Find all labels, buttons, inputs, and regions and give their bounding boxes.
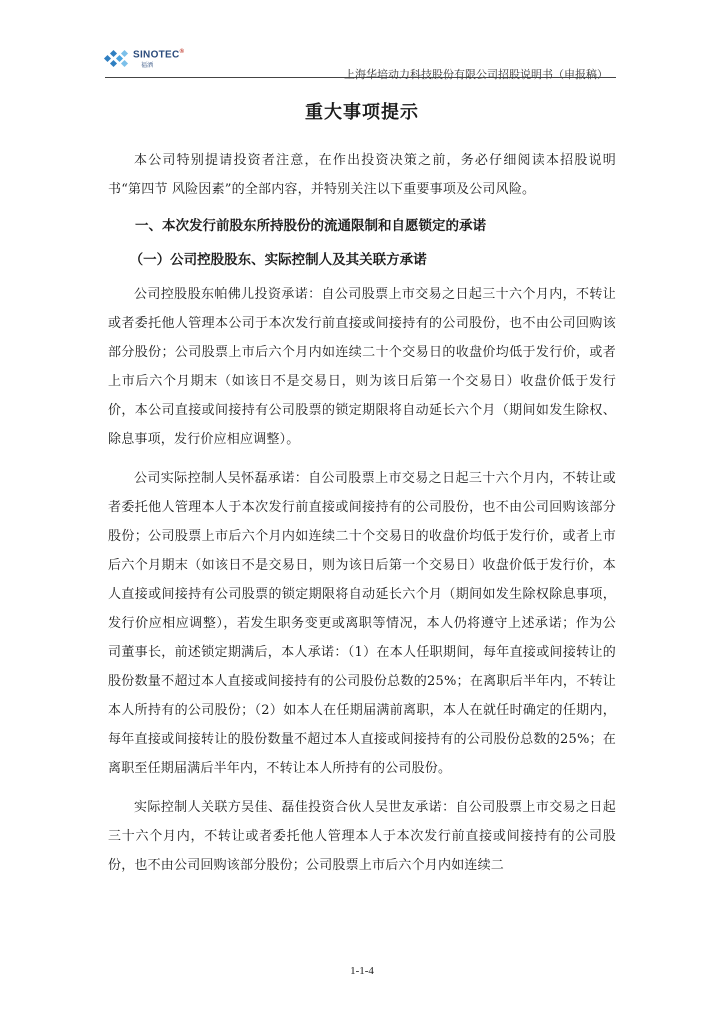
paragraph-actual-controller: 公司实际控制人吴怀磊承诺：自公司股票上市交易之日起三十六个月内，不转让或者委托他人管理本人于本次发行前直接或间接持有的公司股份，也不由公司回购该部分股份；公司股票上市后六个月内如连续二十个交易日的收盘价均低于发行价，或者上市后六个月期末（如该日不是交易日，则为该日后第一个交易日）收盘价低于发行价，本人直接或间接持有公司股票的锁定期限将自动延长六个月（期间如发生除权除息事项，发行价应相应调整），若发生职务变更或离职等情况，本人仍将遵守上述承诺；作为公司董事长，前述锁定期满后，本人承诺：（1）在本人任职期间，每年直接或间接转让的股份数量不超过本人直接或间接持有的公司股份总数的25%；在离职后半年内，不转让本人所持有的公司股份；（2）如本人在任期届满前离职，本人在就任时确定的任期内，每年直接或间接转让的股份数量不超过本人直接或间接持有的公司股份总数的25%；在离职至任期届满后半年内，不转让本人所持有的公司股份。 <box>108 471 616 776</box>
intro-paragraph: 本公司特别提请投资者注意，在作出投资决策之前，务必仔细阅读本招股说明书“第四节 风险因素”的全部内容，并特别关注以下重要事项及公司风险。 <box>108 153 616 197</box>
subsection-heading: （一）公司控股股东、实际控制人及其关联方承诺 <box>129 252 427 268</box>
paragraph-controlling-shareholder: 公司控股股东帕佛儿投资承诺：自公司股票上市交易之日起三十六个月内，不转让或者委托他人管理本公司于本次发行前直接或间接持有的公司股份，也不由公司回购该部分股份；公司股票上市后六个月内如连续二十个交易日的收盘价均低于发行价，或者上市后六个月期末（如该日不是交易日，则为该日后第一个交易日）收盘价低于发行价，本公司直接或间接持有公司股票的锁定期限将自动延长六个月（期间如发生除权、除息事项，发行价应相应调整）。 <box>108 287 616 447</box>
document-title: 上海华培动力科技股份有限公司招股说明书（申报稿） <box>344 68 608 81</box>
paragraph-related-parties: 实际控制人关联方吴佳、磊佳投资合伙人吴世友承诺：自公司股票上市交易之日起三十六个月内，不转让或者委托他人管理本人于本次发行前直接或间接持有的公司股份，也不由公司回购该部分股份；公司股票上市后六个月内如连续二 <box>108 800 616 873</box>
page-title: 重大事项提示 <box>305 102 419 123</box>
header-divider <box>105 77 616 78</box>
logo-mark-icon <box>105 48 127 70</box>
page-body <box>108 98 616 880</box>
page-header <box>105 44 616 81</box>
page-number: 1-1-4 <box>350 965 374 977</box>
logo-text: SINOTEC <box>133 49 180 61</box>
section-heading: 一、本次发行前股东所持股份的流通限制和自愿锁定的承诺 <box>135 218 486 234</box>
company-logo <box>105 48 184 70</box>
registered-mark: ® <box>179 49 185 56</box>
logo-cn-text: 福洒 <box>141 61 154 69</box>
